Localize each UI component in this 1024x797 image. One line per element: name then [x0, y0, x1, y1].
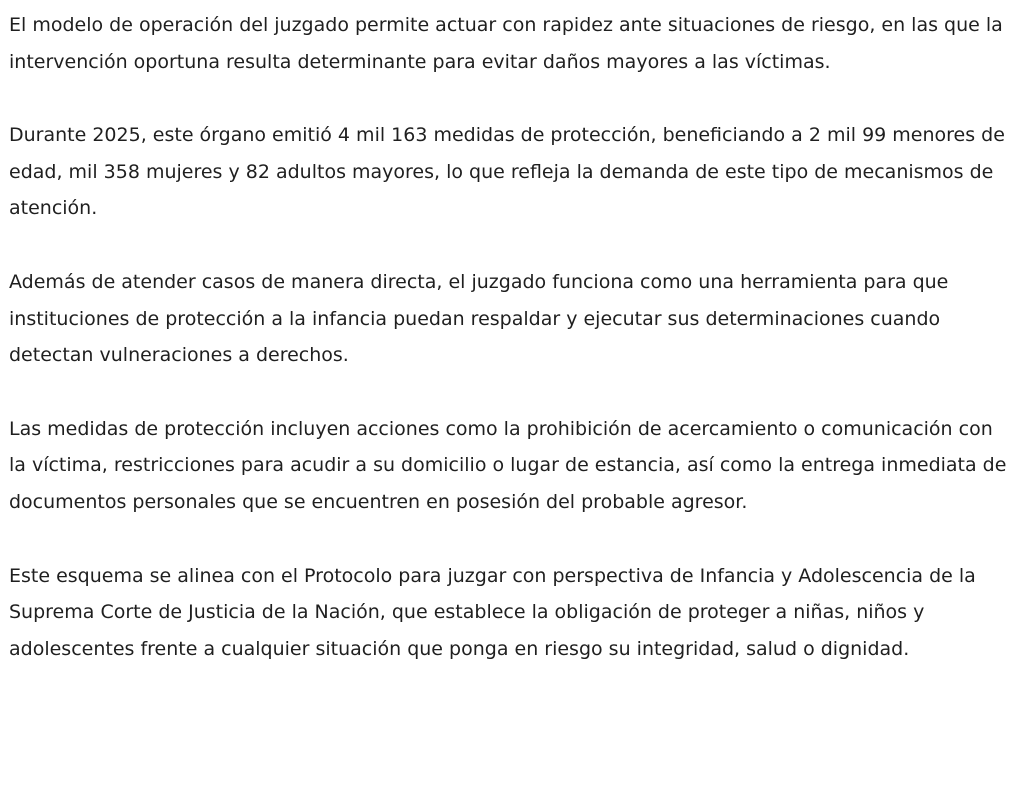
article-body: [9, 7, 1014, 667]
article-paragraph: Este esquema se alinea con el Protocolo para juzgar con perspectiva de Infancia y Adolescencia de la Suprema Corte de Justicia de la Nación, que establece la obligación de proteger a niñas, niños y adolescentes frente a cualquier situación que ponga en riesgo su integridad, salud o dignidad.: [9, 564, 976, 660]
article-paragraph: Además de atender casos de manera directa, el juzgado funciona como una herramienta para que instituciones de protección a la infancia puedan respaldar y ejecutar sus determinaciones cuando detectan vulneraciones a derechos.: [9, 270, 949, 367]
article-paragraph: Durante 2025, este órgano emitió 4 mil 163 medidas de protección, beneficiando a 2 mil 99 menores de edad, mil 358 mujeres y 82 adultos mayores, lo que refleja la demanda de este tipo de mecanismos de atención.: [9, 124, 1005, 220]
article-paragraph: Las medidas de protección incluyen acciones como la prohibición de acercamiento o comunicación con la víctima, restricciones para acudir a su domicilio o lugar de estancia, así como la entrega inmediata de documentos personales que se encuentren en posesión del probable agresor.: [9, 417, 1007, 513]
article-paragraph: El modelo de operación del juzgado permite actuar con rapidez ante situaciones de riesgo, en las que la intervención oportuna resulta determinante para evitar daños mayores a las víctimas.: [9, 14, 1003, 73]
